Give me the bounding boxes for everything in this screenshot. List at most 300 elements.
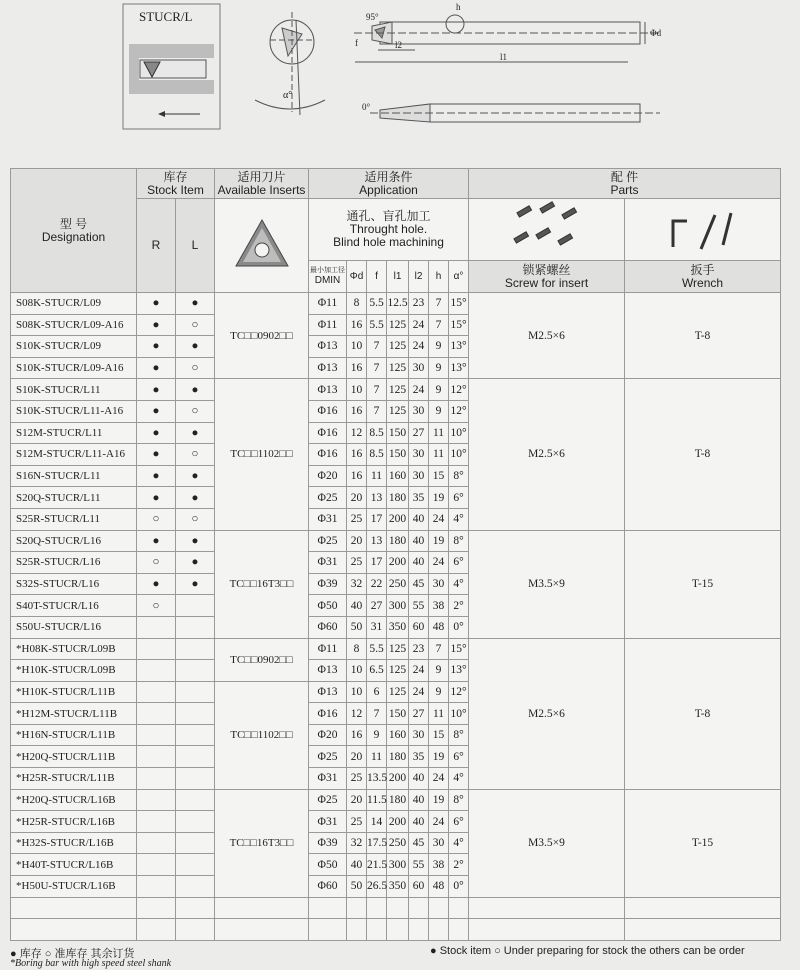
stock-r-cell: ● — [137, 422, 176, 444]
stock-l-cell — [176, 595, 215, 617]
f-cell: 22 — [367, 573, 387, 595]
f-cell: 7 — [367, 379, 387, 401]
a-cell: 12° — [449, 681, 469, 703]
empty-cell — [387, 919, 409, 941]
empty-cell — [367, 897, 387, 919]
l2-cell: 30 — [409, 724, 429, 746]
h-cell: 15 — [429, 724, 449, 746]
screw-cell: M3.5×9 — [469, 789, 625, 897]
h-cell: 11 — [429, 703, 449, 725]
l2-cell: 27 — [409, 703, 429, 725]
l1-cell: 250 — [387, 573, 409, 595]
dmin-cell: Φ31 — [309, 811, 347, 833]
d-cell: 8 — [347, 638, 367, 660]
a-cell: 10° — [449, 444, 469, 466]
wrench-cell: T-8 — [625, 379, 781, 530]
table-row — [11, 379, 781, 401]
dim-f-label: f — [355, 38, 358, 48]
insert-cell: TC□□0902□□ — [215, 638, 309, 681]
stock-l-cell — [176, 854, 215, 876]
f-cell: 9 — [367, 724, 387, 746]
d-cell: 12 — [347, 422, 367, 444]
stock-l-cell: ○ — [176, 444, 215, 466]
a-cell: 15° — [449, 638, 469, 660]
f-cell: 7 — [367, 336, 387, 358]
dmin-cell: Φ50 — [309, 854, 347, 876]
h-cell: 19 — [429, 487, 449, 509]
l2-cell: 45 — [409, 832, 429, 854]
empty-cell — [347, 897, 367, 919]
dmin-cell: Φ50 — [309, 595, 347, 617]
insert-cell: TC□□16T3□□ — [215, 789, 309, 897]
dmin-cell: Φ11 — [309, 638, 347, 660]
table-row — [11, 789, 781, 811]
dim-d-label: Φd — [650, 28, 662, 38]
designation-cell: *H50U-STUCR/L16B — [11, 876, 137, 898]
designation-cell: *H25R-STUCR/L16B — [11, 811, 137, 833]
boring-bar-note: *Boring bar with high speed steel shank — [10, 958, 172, 969]
stock-r-cell — [137, 660, 176, 682]
f-cell: 13 — [367, 530, 387, 552]
stock-r-cell — [137, 638, 176, 660]
screw-cell: M2.5×6 — [469, 293, 625, 379]
stock-r-cell: ● — [137, 444, 176, 466]
a-cell: 10° — [449, 422, 469, 444]
wrench-icon — [663, 201, 743, 255]
stock-r-cell: ● — [137, 573, 176, 595]
stock-l-cell: ○ — [176, 508, 215, 530]
designation-cell: S10K-STUCR/L11 — [11, 379, 137, 401]
empty-cell — [176, 897, 215, 919]
dmin-cell: Φ11 — [309, 293, 347, 315]
l1-cell: 125 — [387, 357, 409, 379]
d-cell: 10 — [347, 660, 367, 682]
empty-cell — [11, 919, 137, 941]
d-cell: 32 — [347, 573, 367, 595]
wrench-image-cell — [625, 199, 781, 261]
a-cell: 15° — [449, 314, 469, 336]
h-cell: 11 — [429, 422, 449, 444]
empty-cell — [625, 919, 781, 941]
designation-cell: *H08K-STUCR/L09B — [11, 638, 137, 660]
d-cell: 16 — [347, 357, 367, 379]
stock-l-cell — [176, 789, 215, 811]
table-row — [11, 293, 781, 315]
dmin-cell: Φ13 — [309, 379, 347, 401]
h-cell: 30 — [429, 832, 449, 854]
stock-l-cell — [176, 832, 215, 854]
header-drawings — [0, 0, 800, 165]
dmin-cell: Φ20 — [309, 465, 347, 487]
h-header: h — [429, 261, 449, 293]
table-row — [11, 638, 781, 660]
l2-cell: 60 — [409, 616, 429, 638]
f-cell: 11 — [367, 746, 387, 768]
l2-cell: 35 — [409, 746, 429, 768]
screw-image-cell — [469, 199, 625, 261]
empty-cell — [309, 897, 347, 919]
stock-r-cell: ● — [137, 314, 176, 336]
f-cell: 11.5 — [367, 789, 387, 811]
stock-l-cell — [176, 638, 215, 660]
designation-cell: S16N-STUCR/L11 — [11, 465, 137, 487]
f-cell: 17.5 — [367, 832, 387, 854]
d-cell: 16 — [347, 465, 367, 487]
dmin-header: 最小加工径 DMIN — [309, 261, 347, 293]
stock-r-cell — [137, 681, 176, 703]
dmin-cell: Φ16 — [309, 444, 347, 466]
dmin-cell: Φ31 — [309, 552, 347, 574]
table-row — [11, 530, 781, 552]
wrench-cell: T-8 — [625, 638, 781, 789]
a-cell: 10° — [449, 703, 469, 725]
l2-cell: 60 — [409, 876, 429, 898]
dmin-cell: Φ25 — [309, 746, 347, 768]
stock-l-cell: ○ — [176, 357, 215, 379]
screws-icon — [502, 201, 592, 255]
a-cell: 13° — [449, 660, 469, 682]
h-cell: 9 — [429, 660, 449, 682]
h-cell: 11 — [429, 444, 449, 466]
dmin-cell: Φ31 — [309, 508, 347, 530]
designation-cell: *H32S-STUCR/L16B — [11, 832, 137, 854]
l2-cell: 40 — [409, 530, 429, 552]
d-cell: 25 — [347, 768, 367, 790]
l1-cell: 200 — [387, 811, 409, 833]
stock-l-cell: ● — [176, 422, 215, 444]
insert-cell: TC□□1102□□ — [215, 379, 309, 530]
d-cell: 16 — [347, 314, 367, 336]
empty-cell — [625, 897, 781, 919]
l2-cell: 23 — [409, 293, 429, 315]
l1-cell: 200 — [387, 552, 409, 574]
d-cell: 16 — [347, 724, 367, 746]
stock-r-cell: ● — [137, 336, 176, 358]
l1-cell: 125 — [387, 638, 409, 660]
stock-l-cell — [176, 616, 215, 638]
stock-r-cell: ● — [137, 293, 176, 315]
empty-cell — [409, 897, 429, 919]
wrench-cell: T-15 — [625, 530, 781, 638]
stock-r-cell — [137, 789, 176, 811]
a-cell: 4° — [449, 832, 469, 854]
dmin-cell: Φ39 — [309, 573, 347, 595]
stock-r-cell — [137, 746, 176, 768]
angle-95-label: 95° — [366, 12, 379, 22]
a-cell: 15° — [449, 293, 469, 315]
product-table — [10, 168, 781, 941]
stock-l-cell — [176, 768, 215, 790]
designation-cell: *H40T-STUCR/L16B — [11, 854, 137, 876]
screw-header: 锁紧螺丝 Screw for insert — [469, 261, 625, 293]
stock-l-cell — [176, 746, 215, 768]
dmin-cell: Φ11 — [309, 314, 347, 336]
stock-l-cell: ● — [176, 487, 215, 509]
designation-cell: S08K-STUCR/L09-A16 — [11, 314, 137, 336]
d-cell: 50 — [347, 876, 367, 898]
a-cell: 4° — [449, 508, 469, 530]
stock-r-cell: ● — [137, 400, 176, 422]
a-cell: 6° — [449, 487, 469, 509]
l1-cell: 350 — [387, 876, 409, 898]
stock-l-cell: ● — [176, 379, 215, 401]
h-cell: 9 — [429, 357, 449, 379]
stock-l-cell — [176, 660, 215, 682]
f-cell: 7 — [367, 357, 387, 379]
angle-0-label: 0° — [362, 102, 371, 112]
f-cell: 14 — [367, 811, 387, 833]
f-cell: 21.5 — [367, 854, 387, 876]
l2-cell: 24 — [409, 314, 429, 336]
wrench-header: 扳手 Wrench — [625, 261, 781, 293]
empty-cell — [387, 897, 409, 919]
a-cell: 12° — [449, 400, 469, 422]
designation-cell: S50U-STUCR/L16 — [11, 616, 137, 638]
l2-cell: 35 — [409, 487, 429, 509]
legend-cn: ● 库存 ○ 准库存 其余订货 — [10, 948, 135, 960]
table-row — [11, 897, 781, 919]
empty-cell — [409, 919, 429, 941]
f-cell: 13 — [367, 487, 387, 509]
stock-r-cell: ● — [137, 530, 176, 552]
l1-cell: 180 — [387, 530, 409, 552]
dmin-cell: Φ31 — [309, 768, 347, 790]
d-cell: 20 — [347, 746, 367, 768]
a-cell: 2° — [449, 595, 469, 617]
stock-r-cell: ● — [137, 357, 176, 379]
stock-l-header: L — [176, 199, 215, 293]
stock-r-cell: ○ — [137, 508, 176, 530]
f-cell: 17 — [367, 508, 387, 530]
l1-cell: 180 — [387, 746, 409, 768]
dmin-cell: Φ20 — [309, 724, 347, 746]
l1-cell: 150 — [387, 422, 409, 444]
stock-header: 库存 Stock Item — [137, 169, 215, 199]
stock-r-cell — [137, 811, 176, 833]
d-cell: 25 — [347, 508, 367, 530]
l1-cell: 125 — [387, 660, 409, 682]
a-cell: 13° — [449, 336, 469, 358]
empty-cell — [469, 897, 625, 919]
a-cell: 0° — [449, 616, 469, 638]
designation-cell: *H10K-STUCR/L11B — [11, 681, 137, 703]
dmin-cell: Φ60 — [309, 616, 347, 638]
dmin-cell: Φ13 — [309, 336, 347, 358]
f-cell: 6 — [367, 681, 387, 703]
designation-cell: S40T-STUCR/L16 — [11, 595, 137, 617]
designation-cell: S12M-STUCR/L11-A16 — [11, 444, 137, 466]
empty-cell — [449, 919, 469, 941]
l1-cell: 125 — [387, 681, 409, 703]
d-cell: 40 — [347, 595, 367, 617]
stock-r-cell — [137, 832, 176, 854]
h-cell: 15 — [429, 465, 449, 487]
insert-image-cell — [215, 199, 309, 293]
stock-l-cell: ○ — [176, 314, 215, 336]
stock-r-cell: ● — [137, 379, 176, 401]
f-cell: 31 — [367, 616, 387, 638]
dmin-cell: Φ13 — [309, 357, 347, 379]
h-cell: 48 — [429, 616, 449, 638]
designation-cell: S20Q-STUCR/L11 — [11, 487, 137, 509]
d-cell: 20 — [347, 789, 367, 811]
bar-bottom-drawing — [370, 104, 660, 122]
dmin-cell: Φ39 — [309, 832, 347, 854]
d-cell: 20 — [347, 530, 367, 552]
l1-cell: 180 — [387, 789, 409, 811]
designation-cell: *H25R-STUCR/L11B — [11, 768, 137, 790]
l1-cell: 250 — [387, 832, 409, 854]
a-cell: 2° — [449, 854, 469, 876]
h-cell: 38 — [429, 595, 449, 617]
l2-cell: 30 — [409, 400, 429, 422]
d-header: Φd — [347, 261, 367, 293]
stock-r-cell — [137, 703, 176, 725]
stucr-code-label: STUCR/L — [139, 9, 193, 24]
h-cell: 24 — [429, 508, 449, 530]
empty-cell — [11, 897, 137, 919]
h-cell: 30 — [429, 573, 449, 595]
l2-cell: 30 — [409, 444, 429, 466]
l1-cell: 200 — [387, 768, 409, 790]
l2-cell: 55 — [409, 595, 429, 617]
wrench-cell: T-8 — [625, 293, 781, 379]
h-cell: 19 — [429, 530, 449, 552]
a-cell: 13° — [449, 357, 469, 379]
designation-cell: *H16N-STUCR/L11B — [11, 724, 137, 746]
parts-header: 配 件 Parts — [469, 169, 781, 199]
designation-cell: S12M-STUCR/L11 — [11, 422, 137, 444]
l1-cell: 150 — [387, 444, 409, 466]
empty-cell — [137, 919, 176, 941]
workpiece-illustration — [129, 44, 214, 117]
l1-cell: 180 — [387, 487, 409, 509]
d-cell: 40 — [347, 854, 367, 876]
dim-l1-label: l1 — [500, 52, 508, 62]
dmin-cell: Φ60 — [309, 876, 347, 898]
d-cell: 20 — [347, 487, 367, 509]
stock-l-cell — [176, 703, 215, 725]
a-cell: 12° — [449, 379, 469, 401]
h-cell: 19 — [429, 746, 449, 768]
dmin-cell: Φ16 — [309, 400, 347, 422]
dmin-cell: Φ16 — [309, 703, 347, 725]
l1-header: l1 — [387, 261, 409, 293]
l2-cell: 40 — [409, 789, 429, 811]
stock-l-cell: ● — [176, 293, 215, 315]
a-cell: 8° — [449, 465, 469, 487]
stock-r-cell — [137, 768, 176, 790]
l1-cell: 160 — [387, 465, 409, 487]
designation-cell: S20Q-STUCR/L16 — [11, 530, 137, 552]
h-cell: 24 — [429, 811, 449, 833]
d-cell: 10 — [347, 336, 367, 358]
stock-l-cell: ○ — [176, 400, 215, 422]
d-cell: 32 — [347, 832, 367, 854]
a-cell: 4° — [449, 768, 469, 790]
d-cell: 16 — [347, 444, 367, 466]
designation-cell: S25R-STUCR/L16 — [11, 552, 137, 574]
f-cell: 11 — [367, 465, 387, 487]
stock-l-cell — [176, 724, 215, 746]
h-cell: 38 — [429, 854, 449, 876]
insert-cell: TC□□16T3□□ — [215, 530, 309, 638]
h-cell: 24 — [429, 768, 449, 790]
l2-cell: 40 — [409, 811, 429, 833]
dmin-cell: Φ13 — [309, 681, 347, 703]
h-cell: 7 — [429, 314, 449, 336]
d-cell: 10 — [347, 681, 367, 703]
empty-cell — [469, 919, 625, 941]
l2-cell: 24 — [409, 336, 429, 358]
l2-cell: 40 — [409, 552, 429, 574]
h-cell: 48 — [429, 876, 449, 898]
dmin-cell: Φ16 — [309, 422, 347, 444]
dmin-cell: Φ13 — [309, 660, 347, 682]
a-cell: 6° — [449, 552, 469, 574]
l2-cell: 27 — [409, 422, 429, 444]
f-cell: 8.5 — [367, 422, 387, 444]
h-cell: 19 — [429, 789, 449, 811]
stock-l-cell — [176, 876, 215, 898]
triangle-insert-icon — [232, 216, 292, 272]
f-header: f — [367, 261, 387, 293]
stock-r-cell — [137, 854, 176, 876]
f-cell: 7 — [367, 703, 387, 725]
designation-cell: S32S-STUCR/L16 — [11, 573, 137, 595]
l1-cell: 300 — [387, 595, 409, 617]
l2-cell: 30 — [409, 357, 429, 379]
stock-l-cell: ● — [176, 573, 215, 595]
d-cell: 25 — [347, 811, 367, 833]
h-cell: 9 — [429, 400, 449, 422]
d-cell: 10 — [347, 379, 367, 401]
d-cell: 50 — [347, 616, 367, 638]
stock-r-cell — [137, 876, 176, 898]
a-cell: 8° — [449, 530, 469, 552]
dmin-cell: Φ25 — [309, 789, 347, 811]
f-cell: 27 — [367, 595, 387, 617]
designation-cell: S08K-STUCR/L09 — [11, 293, 137, 315]
screw-cell: M2.5×6 — [469, 638, 625, 789]
machining-cell: 通孔、盲孔加工 Throught hole. Blind hole machining — [309, 199, 469, 261]
stock-l-cell: ● — [176, 336, 215, 358]
h-cell: 9 — [429, 379, 449, 401]
f-cell: 8.5 — [367, 444, 387, 466]
insert-cell: TC□□0902□□ — [215, 293, 309, 379]
empty-cell — [137, 897, 176, 919]
dim-h-label: h — [456, 2, 461, 12]
l1-cell: 125 — [387, 336, 409, 358]
l1-cell: 300 — [387, 854, 409, 876]
l1-cell: 12.5 — [387, 293, 409, 315]
inserts-header: 适用刀片 Available Inserts — [215, 169, 309, 199]
l2-cell: 40 — [409, 508, 429, 530]
stock-r-cell: ● — [137, 465, 176, 487]
f-cell: 13.5 — [367, 768, 387, 790]
l2-cell: 23 — [409, 638, 429, 660]
designation-cell: *H20Q-STUCR/L11B — [11, 746, 137, 768]
d-cell: 16 — [347, 400, 367, 422]
designation-cell: *H12M-STUCR/L11B — [11, 703, 137, 725]
designation-cell: S25R-STUCR/L11 — [11, 508, 137, 530]
a-cell: 6° — [449, 811, 469, 833]
a-cell: 0° — [449, 876, 469, 898]
l1-cell: 125 — [387, 314, 409, 336]
f-cell: 5.5 — [367, 314, 387, 336]
designation-cell: S10K-STUCR/L09 — [11, 336, 137, 358]
empty-cell — [367, 919, 387, 941]
